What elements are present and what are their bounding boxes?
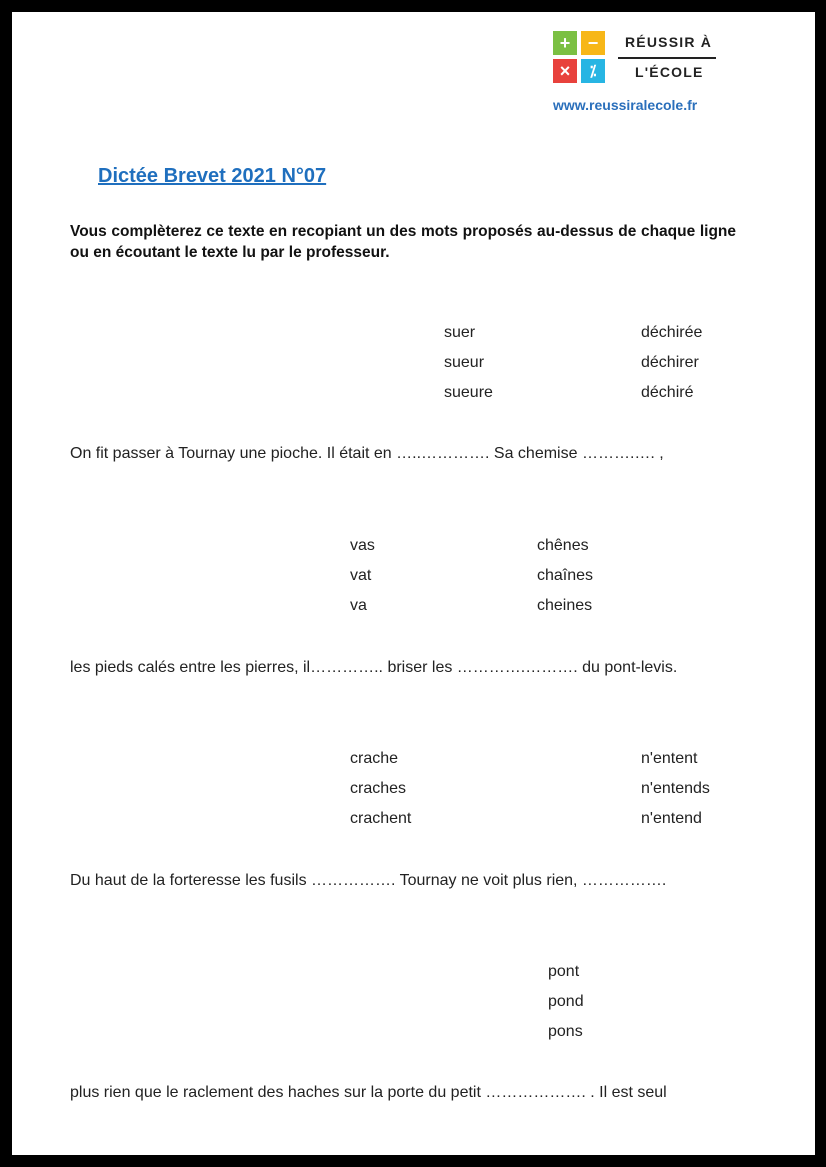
- document-page: [12, 12, 815, 1155]
- choice-word: n'entend: [641, 810, 702, 827]
- percent-icon: ⁒: [581, 59, 605, 83]
- choice-word: cheines: [537, 597, 593, 614]
- choice-word: craches: [350, 780, 407, 797]
- page-title: Dictée Brevet 2021 N°07: [98, 165, 327, 187]
- choice-word: chaînes: [537, 567, 594, 584]
- choice-word: crache: [350, 750, 399, 767]
- choice-word: déchiré: [641, 384, 694, 401]
- choice-word: n'entends: [641, 780, 710, 797]
- dictation-line: Du haut de la forteresse les fusils ……………. Tournay ne voit plus rien, …………….: [70, 872, 667, 889]
- choice-word: sueur: [444, 354, 485, 371]
- choice-word: pons: [548, 1023, 583, 1040]
- choice-word: va: [350, 597, 367, 614]
- choice-word: chênes: [537, 537, 589, 554]
- dictation-line: On fit passer à Tournay une pioche. Il était en …..…………. Sa chemise ……….…. ,: [70, 445, 664, 462]
- choice-word: crachent: [350, 810, 412, 827]
- dictation-line: plus rien que le raclement des haches sur la porte du petit ………………. . Il est seul: [70, 1084, 667, 1101]
- choice-word: vas: [350, 537, 375, 554]
- times-icon: ×: [553, 59, 577, 83]
- logo-name-line1: RÉUSSIR À: [625, 34, 713, 50]
- logo-url: www.reussiralecole.fr: [553, 97, 698, 113]
- site-logo: [553, 31, 743, 121]
- choice-word: déchirer: [641, 354, 699, 371]
- choice-word: pond: [548, 993, 584, 1010]
- choice-word: vat: [350, 567, 372, 584]
- choice-word: sueure: [444, 384, 493, 401]
- minus-icon: −: [581, 31, 605, 55]
- choice-word: suer: [444, 324, 476, 341]
- plus-icon: +: [553, 31, 577, 55]
- choice-word: n'entent: [641, 750, 698, 767]
- dictation-line: les pieds calés entre les pierres, il………….. briser les ………….………. du pont-levis.: [70, 659, 678, 676]
- logo-divider: [618, 57, 716, 59]
- choice-word: déchirée: [641, 324, 703, 341]
- instructions: Vous complèterez ce texte en recopiant un des mots proposés au-dessus de chaque ligne ou en écoutant le texte lu par le professeur.: [70, 223, 736, 261]
- choice-word: pont: [548, 963, 580, 980]
- logo-name-line2: L'ÉCOLE: [635, 64, 704, 80]
